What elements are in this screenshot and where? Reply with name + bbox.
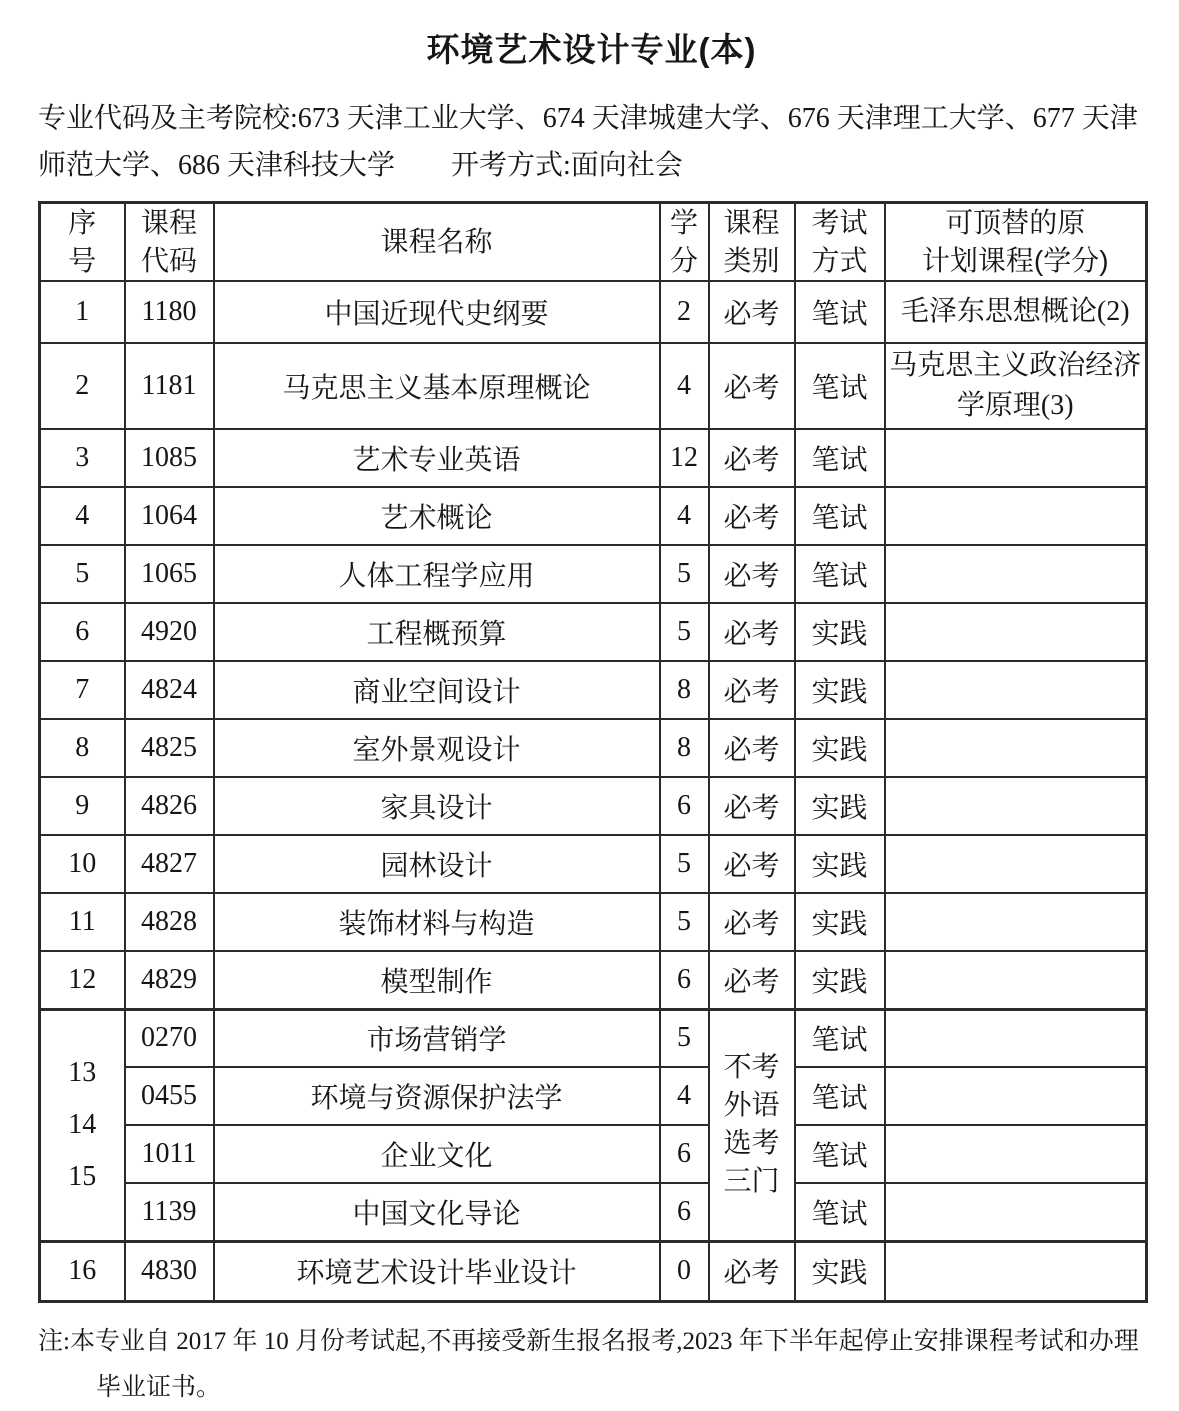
merged-category-cell: 不考 外语 选考 三门	[709, 1009, 795, 1241]
cell-code: 4826	[125, 777, 214, 835]
cell-exam: 笔试	[795, 1183, 885, 1241]
cell-replacement	[885, 487, 1147, 545]
cell-name: 装饰材料与构造	[214, 893, 660, 951]
cell-replacement	[885, 719, 1147, 777]
cell-replacement	[885, 1009, 1147, 1067]
table-row	[40, 719, 1147, 777]
cell-replacement	[885, 1183, 1147, 1241]
table-row	[40, 545, 1147, 603]
cell-replacement: 毛泽东思想概论(2)	[885, 281, 1147, 343]
cell-credit: 6	[660, 951, 709, 1009]
table-row	[40, 835, 1147, 893]
cell-code: 4828	[125, 893, 214, 951]
cell-category: 必考	[709, 951, 795, 1009]
merged-seq-cell: 13 14 15	[40, 1009, 125, 1241]
cell-replacement	[885, 951, 1147, 1009]
cell-name: 环境艺术设计毕业设计	[214, 1241, 660, 1301]
cell-code: 0455	[125, 1067, 214, 1125]
cell-category: 必考	[709, 545, 795, 603]
cell-seq: 9	[40, 777, 125, 835]
table-row	[40, 281, 1147, 343]
cell-seq: 11	[40, 893, 125, 951]
cell-credit: 4	[660, 343, 709, 429]
page-title: 环境艺术设计专业(本)	[426, 31, 757, 68]
col-header-replacement: 可顶替的原 计划课程(学分)	[885, 203, 1147, 282]
cell-name: 园林设计	[214, 835, 660, 893]
cell-exam: 实践	[795, 835, 885, 893]
cell-code: 1065	[125, 545, 214, 603]
table-row	[40, 1125, 1147, 1183]
cell-category: 必考	[709, 893, 795, 951]
col-header-category: 课程 类别	[709, 203, 795, 282]
table-header-row	[40, 203, 1147, 282]
cell-replacement	[885, 1125, 1147, 1183]
col-header-credit: 学 分	[660, 203, 709, 282]
cell-replacement: 马克思主义政治经济学原理(3)	[885, 343, 1147, 429]
table-row	[40, 1241, 1147, 1301]
cell-name: 人体工程学应用	[214, 545, 660, 603]
cell-seq: 6	[40, 603, 125, 661]
cell-code: 1064	[125, 487, 214, 545]
table-row	[40, 1067, 1147, 1125]
cell-credit: 5	[660, 835, 709, 893]
cell-category: 必考	[709, 487, 795, 545]
table-row	[40, 1009, 1147, 1067]
cell-credit: 6	[660, 777, 709, 835]
cell-exam: 笔试	[795, 281, 885, 343]
cell-replacement	[885, 545, 1147, 603]
cell-code: 4829	[125, 951, 214, 1009]
cell-exam: 笔试	[795, 545, 885, 603]
cell-replacement	[885, 603, 1147, 661]
col-header-seq: 序 号	[40, 203, 125, 282]
cell-name: 中国近现代史纲要	[214, 281, 660, 343]
table-row	[40, 777, 1147, 835]
table-row	[40, 893, 1147, 951]
cell-seq: 4	[40, 487, 125, 545]
cell-credit: 8	[660, 661, 709, 719]
table-row	[40, 487, 1147, 545]
cell-replacement	[885, 893, 1147, 951]
table-row	[40, 603, 1147, 661]
cell-exam: 实践	[795, 1241, 885, 1301]
intro-text: 专业代码及主考院校:673 天津工业大学、674 天津城建大学、676 天津理工大学、677 天津师范大学、686 天津科技大学 开考方式:面向社会	[38, 103, 1138, 181]
cell-name: 艺术概论	[214, 487, 660, 545]
cell-exam: 笔试	[795, 1125, 885, 1183]
cell-replacement	[885, 835, 1147, 893]
cell-name: 室外景观设计	[214, 719, 660, 777]
cell-name: 马克思主义基本原理概论	[214, 343, 660, 429]
cell-seq: 7	[40, 661, 125, 719]
cell-exam: 实践	[795, 893, 885, 951]
cell-name: 企业文化	[214, 1125, 660, 1183]
cell-name: 模型制作	[214, 951, 660, 1009]
cell-code: 4920	[125, 603, 214, 661]
cell-name: 艺术专业英语	[214, 429, 660, 487]
cell-credit: 0	[660, 1241, 709, 1301]
cell-name: 商业空间设计	[214, 661, 660, 719]
cell-name: 中国文化导论	[214, 1183, 660, 1241]
cell-exam: 实践	[795, 719, 885, 777]
col-header-code: 课程 代码	[125, 203, 214, 282]
cell-name: 环境与资源保护法学	[214, 1067, 660, 1125]
cell-credit: 4	[660, 487, 709, 545]
cell-category: 必考	[709, 661, 795, 719]
table-row	[40, 429, 1147, 487]
cell-credit: 5	[660, 603, 709, 661]
cell-name: 家具设计	[214, 777, 660, 835]
cell-category: 必考	[709, 603, 795, 661]
cell-category: 必考	[709, 719, 795, 777]
cell-credit: 8	[660, 719, 709, 777]
cell-code: 1139	[125, 1183, 214, 1241]
cell-category: 必考	[709, 1241, 795, 1301]
cell-credit: 12	[660, 429, 709, 487]
table-row	[40, 1183, 1147, 1241]
cell-category: 必考	[709, 281, 795, 343]
cell-seq: 8	[40, 719, 125, 777]
cell-seq: 5	[40, 545, 125, 603]
table-row	[40, 951, 1147, 1009]
cell-code: 4830	[125, 1241, 214, 1301]
cell-code: 1181	[125, 343, 214, 429]
cell-code: 4825	[125, 719, 214, 777]
cell-exam: 实践	[795, 603, 885, 661]
cell-seq: 10	[40, 835, 125, 893]
cell-name: 工程概预算	[214, 603, 660, 661]
cell-credit: 5	[660, 893, 709, 951]
course-table	[38, 201, 1148, 1303]
cell-exam: 实践	[795, 661, 885, 719]
cell-replacement	[885, 777, 1147, 835]
cell-category: 必考	[709, 835, 795, 893]
cell-credit: 4	[660, 1067, 709, 1125]
cell-code: 1011	[125, 1125, 214, 1183]
cell-code: 1180	[125, 281, 214, 343]
cell-credit: 6	[660, 1125, 709, 1183]
col-header-exam: 考试 方式	[795, 203, 885, 282]
table-row	[40, 661, 1147, 719]
cell-code: 1085	[125, 429, 214, 487]
col-header-name: 课程名称	[214, 203, 660, 282]
cell-seq: 3	[40, 429, 125, 487]
cell-credit: 5	[660, 1009, 709, 1067]
cell-category: 必考	[709, 777, 795, 835]
cell-credit: 2	[660, 281, 709, 343]
cell-exam: 笔试	[795, 1009, 885, 1067]
cell-replacement	[885, 1067, 1147, 1125]
cell-credit: 5	[660, 545, 709, 603]
cell-code: 0270	[125, 1009, 214, 1067]
cell-exam: 实践	[795, 777, 885, 835]
cell-exam: 笔试	[795, 1067, 885, 1125]
cell-replacement	[885, 429, 1147, 487]
cell-category: 必考	[709, 343, 795, 429]
cell-seq: 2	[40, 343, 125, 429]
cell-exam: 笔试	[795, 343, 885, 429]
cell-exam: 实践	[795, 951, 885, 1009]
cell-seq: 12	[40, 951, 125, 1009]
cell-seq: 1	[40, 281, 125, 343]
cell-category: 必考	[709, 429, 795, 487]
cell-credit: 6	[660, 1183, 709, 1241]
cell-exam: 笔试	[795, 487, 885, 545]
cell-code: 4827	[125, 835, 214, 893]
footnote: 注:本专业自 2017 年 10 月份考试起,不再接受新生报名报考,2023 年下半年起停止安排课程考试和办理毕业证书。	[38, 1327, 1139, 1401]
cell-replacement	[885, 661, 1147, 719]
table-row	[40, 343, 1147, 429]
cell-seq: 16	[40, 1241, 125, 1301]
cell-name: 市场营销学	[214, 1009, 660, 1067]
cell-exam: 笔试	[795, 429, 885, 487]
cell-code: 4824	[125, 661, 214, 719]
cell-replacement	[885, 1241, 1147, 1301]
